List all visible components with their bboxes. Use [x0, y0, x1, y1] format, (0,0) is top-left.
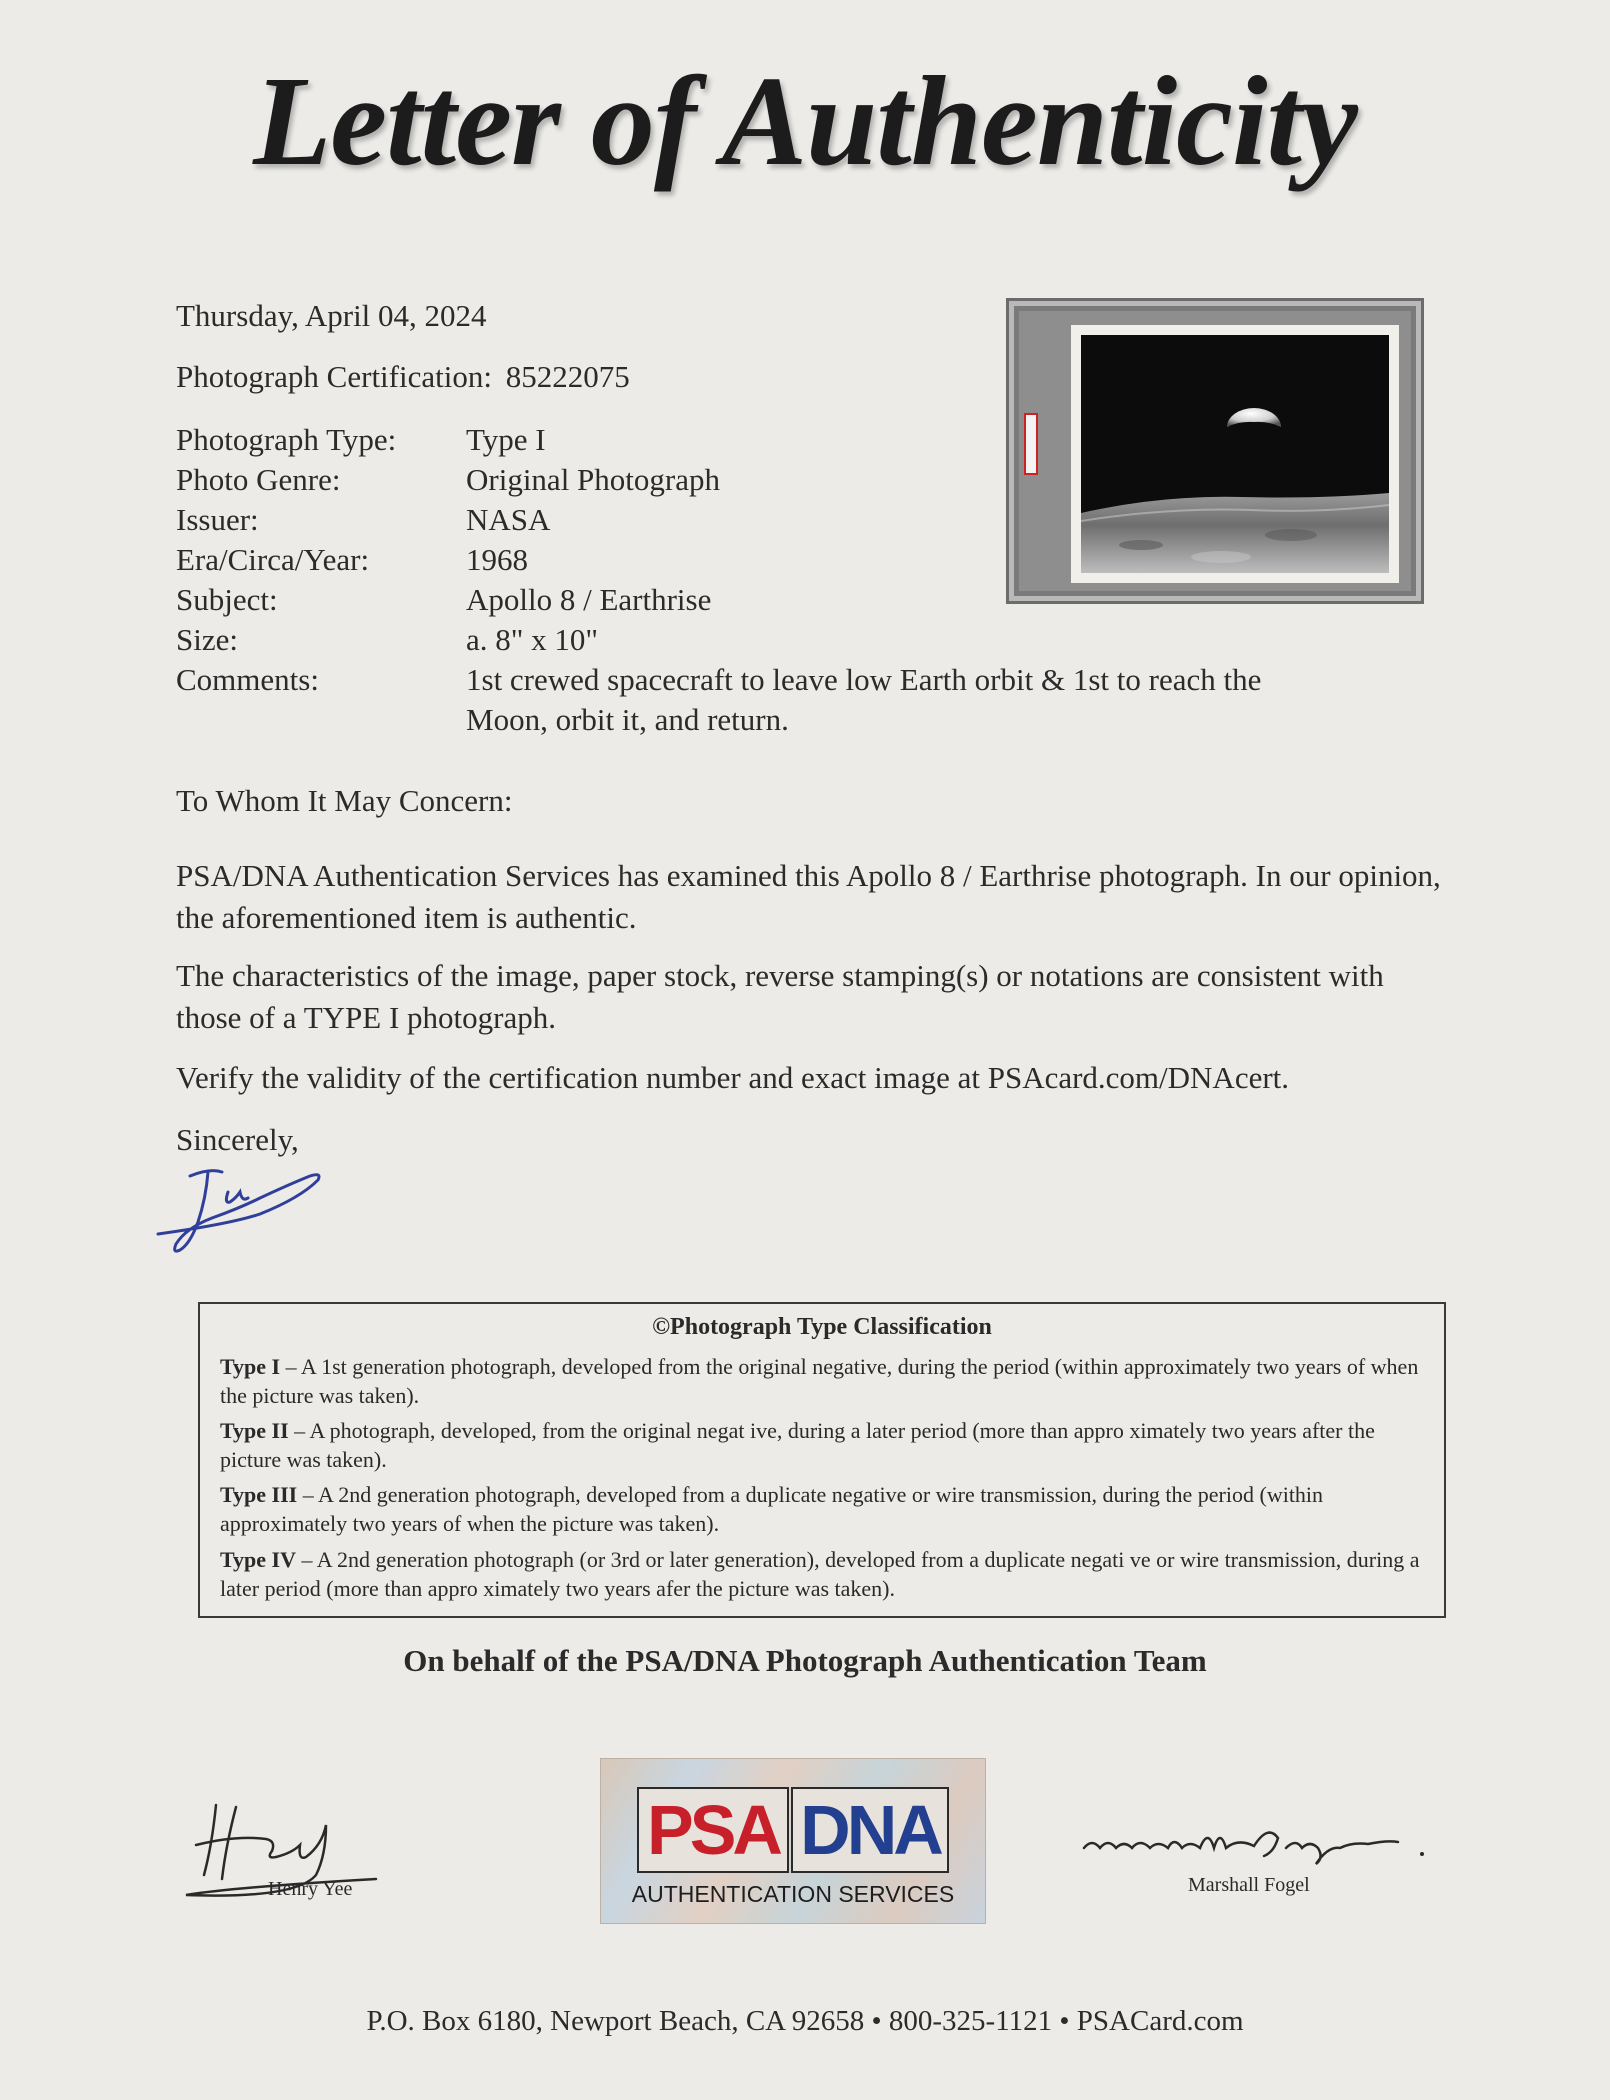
slabbed-photo-image [1006, 298, 1424, 604]
letter-date: Thursday, April 04, 2024 [176, 298, 487, 333]
classification-type: Type II [220, 1418, 289, 1443]
earthrise-photo [1081, 335, 1389, 573]
slab-label [1024, 413, 1038, 475]
page-title: Letter of Authenticity [253, 50, 1357, 192]
psa-logo: PSA [637, 1787, 789, 1873]
classification-text: – A 2nd generation photograph, developed from a duplicate negative or wire transmission, during the period (within approximately two years of when the picture was taken). [220, 1482, 1324, 1536]
detail-label: Era/Circa/Year: [176, 542, 370, 577]
detail-value: a. 8" x 10" [466, 622, 599, 657]
paragraph-verify: Verify the validity of the certification number and exact image at PSAcard.com/DNAcert. [176, 1060, 1290, 1095]
detail-label: Subject: [176, 582, 278, 617]
detail-value: Type I [466, 422, 546, 457]
left-signatory-name: Henry Yee [268, 1878, 353, 1900]
authentication-services-text: AUTHENTICATION SERVICES [631, 1881, 955, 1907]
signature-image [150, 1158, 330, 1258]
detail-value: Apollo 8 / Earthrise [466, 582, 712, 617]
detail-row [176, 620, 1376, 660]
detail-label: Photo Genre: [176, 462, 341, 497]
right-signatory-name: Marshall Fogel [1188, 1874, 1310, 1896]
classification-title: ©Photograph Type Classification [652, 1314, 992, 1340]
detail-label: Issuer: [176, 502, 259, 537]
detail-value: Original Photograph [466, 462, 720, 497]
certification-number: 85222075 [505, 359, 630, 394]
classification-box [198, 1302, 1446, 1618]
earthrise-picture [1081, 335, 1389, 573]
detail-label: Comments: [176, 662, 319, 697]
footer-contact: P.O. Box 6180, Newport Beach, CA 92658 • 800-325-1121 • PSACard.com [366, 2005, 1244, 2037]
classification-item [220, 1480, 1425, 1538]
dna-logo: DNA [791, 1787, 949, 1873]
closing: Sincerely, [176, 1122, 299, 1157]
detail-value: 1st crewed spacecraft to leave low Earth orbit & 1st to reach the Moon, orbit it, and return. [466, 662, 1262, 737]
psa-dna-hologram [600, 1758, 986, 1924]
classification-text: – A 2nd generation photograph (or 3rd or later generation), developed from a duplicate negati ve or wire transmission, during a later period (more than appro ximately two years afer the picture was taken). [220, 1547, 1420, 1601]
certification-line [176, 359, 630, 395]
classification-text: – A 1st generation photograph, developed from the original negative, during the period (within approximately two years of when the picture was taken). [220, 1354, 1419, 1408]
certification-label: Photograph Certification: [176, 359, 492, 394]
detail-value: NASA [466, 502, 551, 537]
classification-item [220, 1352, 1425, 1410]
detail-value: 1968 [466, 542, 528, 577]
classification-item [220, 1416, 1425, 1474]
salutation: To Whom It May Concern: [176, 783, 513, 818]
detail-label: Size: [176, 622, 238, 657]
classification-text: – A photograph, developed, from the original negat ive, during a later period (more than appro ximately two years after the picture was taken). [220, 1418, 1375, 1472]
team-statement: On behalf of the PSA/DNA Photograph Authentication Team [403, 1643, 1207, 1678]
paragraph-authentic: PSA/DNA Authentication Services has examined this Apollo 8 / Earthrise photograph. In our opinion, the aforementioned item is authentic. [176, 858, 1441, 935]
classification-type: Type IV [220, 1547, 296, 1572]
classification-type: Type III [220, 1482, 298, 1507]
marshall-fogel-signature [1078, 1818, 1438, 1868]
detail-label: Photograph Type: [176, 422, 397, 457]
paragraph-characteristics: The characteristics of the image, paper stock, reverse stamping(s) or notations are consistent with those of a TYPE I photograph. [176, 958, 1384, 1035]
classification-type: Type I [220, 1354, 281, 1379]
photo-mat [1071, 325, 1399, 583]
classification-item [220, 1545, 1425, 1603]
detail-row [176, 660, 1376, 740]
